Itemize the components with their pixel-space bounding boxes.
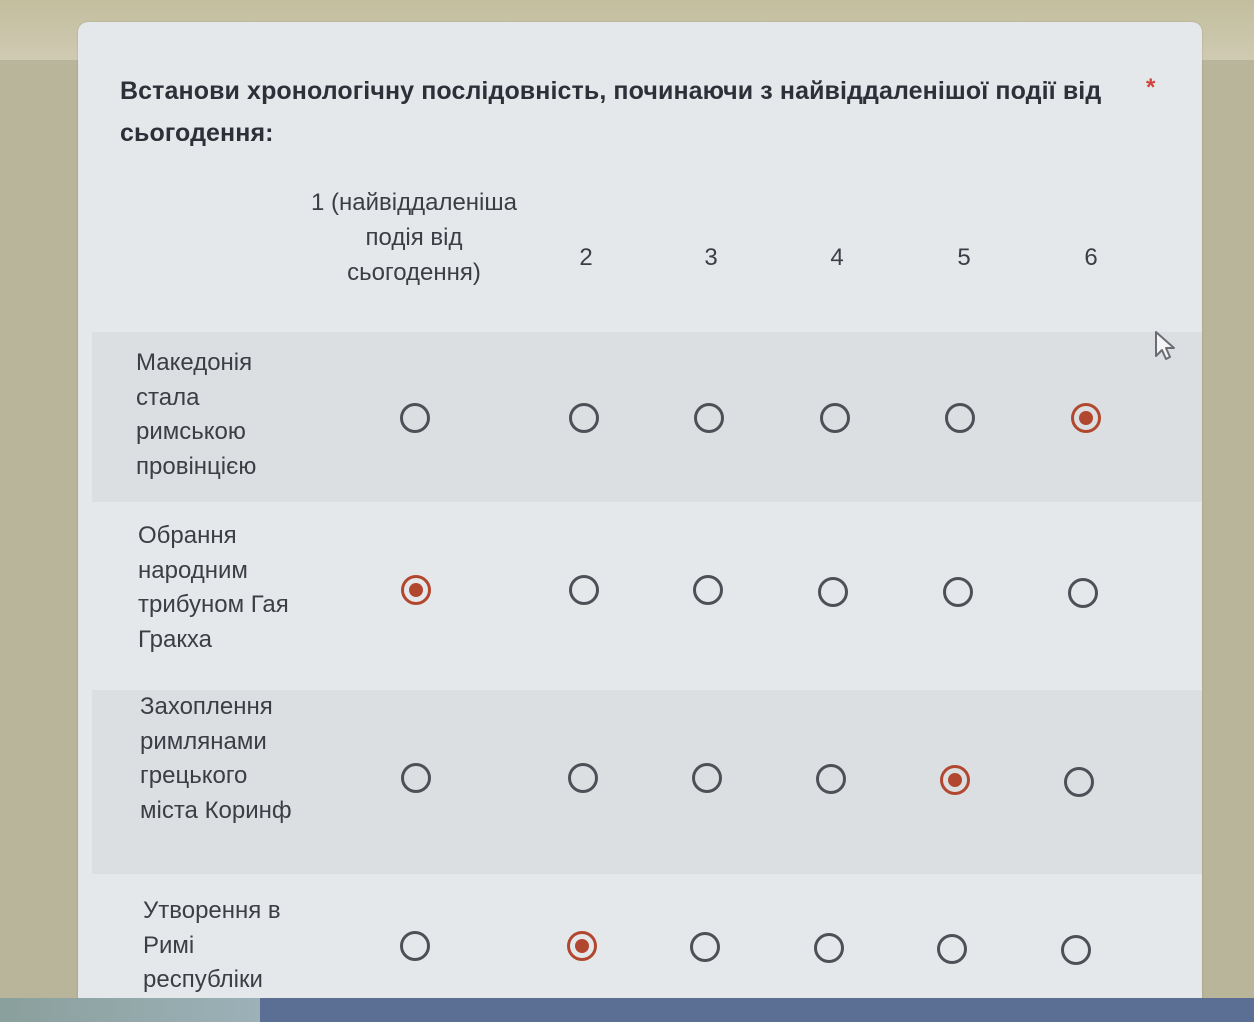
- radio-row1-col4[interactable]: [820, 403, 850, 433]
- row-label-2: Обрання народним трибуном Гая Гракха: [138, 522, 289, 653]
- mouse-pointer-icon: [1153, 330, 1179, 367]
- row-label-1: Македонія стала римською провінцією: [136, 349, 257, 480]
- radio-row1-col6[interactable]: [1071, 403, 1101, 433]
- radio-row4-col2[interactable]: [567, 931, 597, 961]
- radio-row1-col1[interactable]: [400, 403, 430, 433]
- taskbar: [0, 998, 1254, 1022]
- column-header-6: 6: [1084, 244, 1098, 271]
- radio-row3-col1[interactable]: [401, 763, 431, 793]
- column-header-5: 5: [957, 244, 971, 271]
- radio-row4-col5[interactable]: [937, 934, 967, 964]
- radio-row1-col3[interactable]: [694, 403, 724, 433]
- question-card: [78, 22, 1202, 1022]
- required-asterisk: *: [1146, 74, 1156, 101]
- column-header-3: 3: [704, 244, 718, 271]
- radio-row4-col1[interactable]: [400, 931, 430, 961]
- row-label-3: Захоплення римлянами грецького міста Коринф: [140, 693, 292, 824]
- radio-row3-col4[interactable]: [816, 764, 846, 794]
- radio-row4-col4[interactable]: [814, 933, 844, 963]
- radio-row3-col3[interactable]: [692, 763, 722, 793]
- radio-row1-col5[interactable]: [945, 403, 975, 433]
- radio-row4-col3[interactable]: [690, 932, 720, 962]
- taskbar-wallpaper-strip: [0, 998, 260, 1022]
- radio-row2-col1[interactable]: [401, 575, 431, 605]
- radio-row2-col3[interactable]: [693, 575, 723, 605]
- column-header-2: 2: [579, 244, 593, 271]
- column-header-1: 1 (найвіддаленіша подія від сьогодення): [311, 189, 517, 286]
- row-label-4: Утворення в Римі республіки: [143, 897, 281, 993]
- radio-row3-col5[interactable]: [940, 765, 970, 795]
- radio-row2-col2[interactable]: [569, 575, 599, 605]
- radio-row1-col2[interactable]: [569, 403, 599, 433]
- radio-row3-col6[interactable]: [1064, 767, 1094, 797]
- radio-row3-col2[interactable]: [568, 763, 598, 793]
- column-header-4: 4: [830, 244, 844, 271]
- radio-row2-col5[interactable]: [943, 577, 973, 607]
- radio-row2-col4[interactable]: [818, 577, 848, 607]
- question-title: Встанови хронологічну послідовність, починаючи з найвіддаленішої події від сьогодення:: [120, 77, 1102, 147]
- radio-row4-col6[interactable]: [1061, 935, 1091, 965]
- radio-row2-col6[interactable]: [1068, 578, 1098, 608]
